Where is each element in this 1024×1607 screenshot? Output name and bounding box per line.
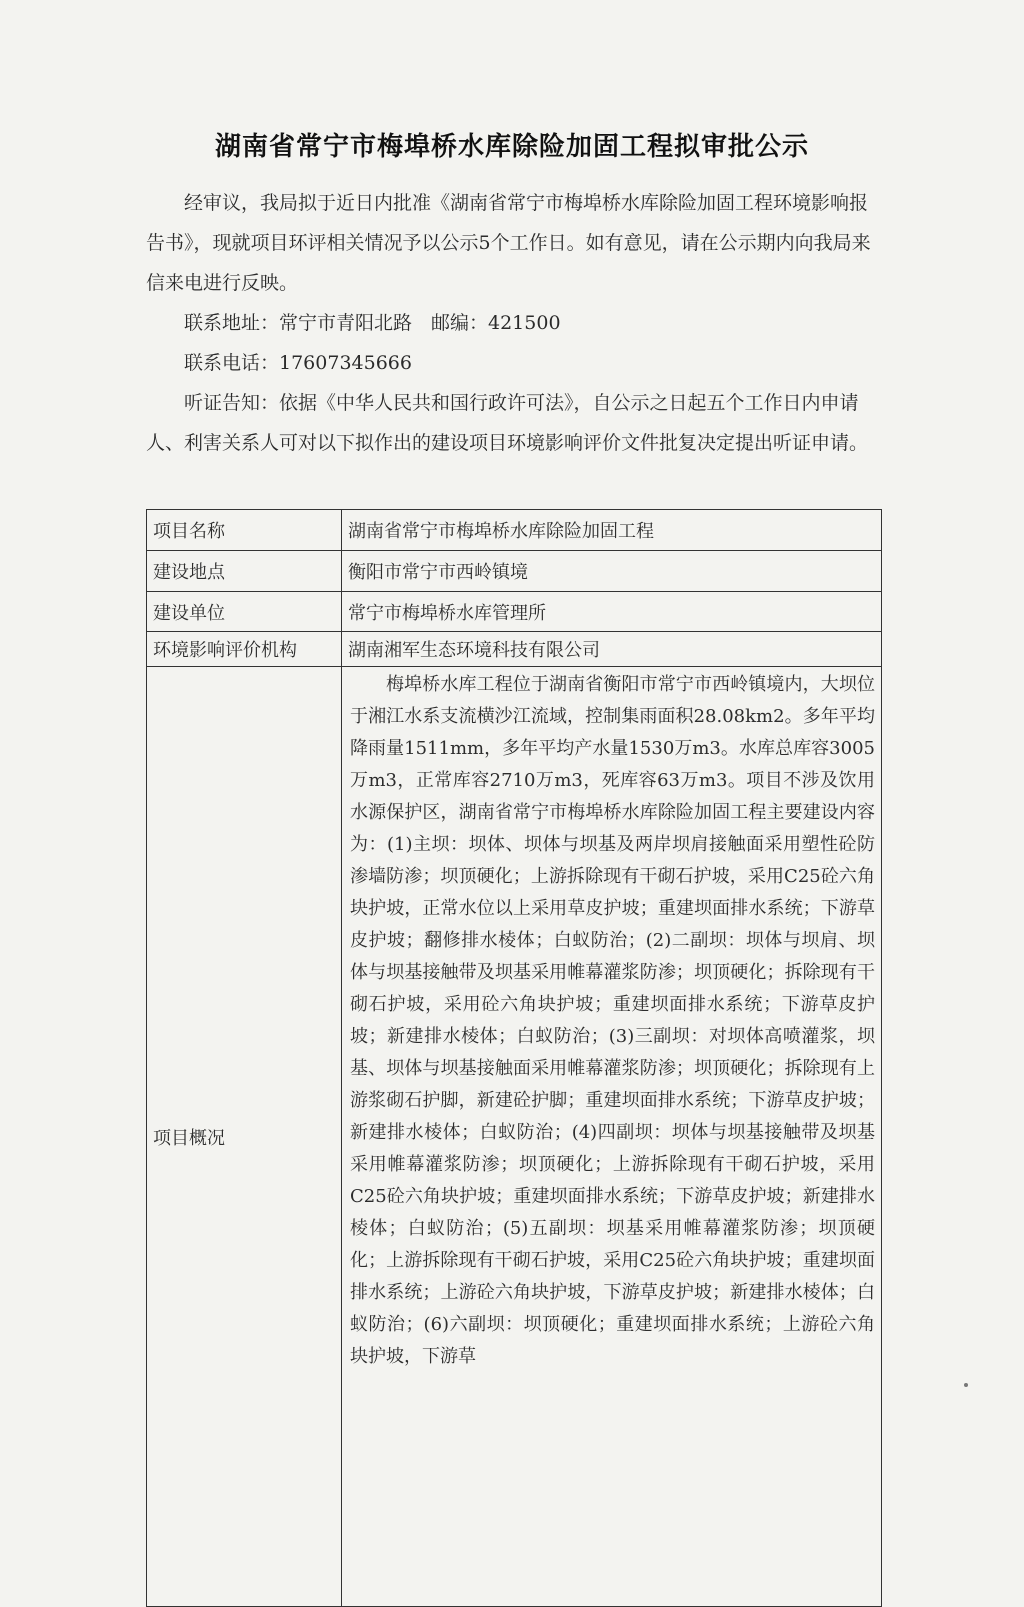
row-value-builder: 常宁市梅埠桥水库管理所 [342,592,882,632]
summary-text: 梅埠桥水库工程位于湖南省衡阳市常宁市西岭镇境内，大坝位于湘江水系支流横沙江流域，控制集雨面积28.08km2。多年平均降雨量1511mm，多年平均产水量1530万m3。水库总库容3005万m3，正常库容2710万m3，死库容63万m3。项目不涉及饮用水源保护区，湖南省常宁市梅埠桥水库除险加固工程主要建设内容为：(1)主坝：坝体、坝体与坝基及两岸坝肩接触面采用塑性砼防渗墙防渗；坝顶硬化；上游拆除现有干砌石护坡，采用C25砼六角块护坡，正常水位以上采用草皮护坡；重建坝面排水系统；下游草皮护坡；翻修排水棱体；白蚁防治；(2)二副坝：坝体与坝肩、坝体与坝基接触带及坝基采用帷幕灌浆防渗；坝顶硬化；拆除现有干砌石护坡，采用砼六角块护坡；重建坝面排水系统；下游草皮护坡；新建排水棱体；白蚁防治；(3)三副坝：对坝体高喷灌浆，坝基、坝体与坝基接触面采用帷幕灌浆防渗；坝顶硬化；拆除现有上游浆砌石护脚，新建砼护脚；重建坝面排水系统；下游草皮护坡；新建排水棱体；白蚁防治；(4)四副坝：坝体与坝基接触带及坝基采用帷幕灌浆防渗；坝顶硬化；上游拆除现有干砌石护坡，采用C25砼六角块护坡；重建坝面排水系统；下游草皮护坡；新建排水棱体；白蚁防治；(5)五副坝：坝基采用帷幕灌浆防渗；坝顶硬化；上游拆除现有干砌石护坡，采用C25砼六角块护坡；重建坝面排水系统；上游砼六角块护坡，下游草皮护坡；新建排水棱体；白蚁防治；(6)六副坝：坝顶硬化；重建坝面排水系统；上游砼六角块护坡，下游草 [350,674,875,1367]
table-row [147,632,882,667]
row-value-eia-agency: 湖南湘军生态环境科技有限公司 [342,632,882,667]
row-label-location: 建设地点 [147,551,342,592]
row-label-eia-agency: 环境影响评价机构 [147,632,342,667]
row-value-location: 衡阳市常宁市西岭镇境 [342,551,882,592]
intro-paragraph: 经审议，我局拟于近日内批准《湖南省常宁市梅埠桥水库除险加固工程环境影响报告书》，现就项目环评相关情况予以公示5个工作日。如有意见，请在公示期内向我局来信来电进行反映。 [146,192,871,294]
row-label-project-name: 项目名称 [147,510,342,551]
row-value-summary [342,667,882,1607]
table-row-summary [147,667,882,1607]
table-row [147,592,882,632]
contact-phone: 联系电话：17607345666 [184,352,412,374]
scan-speck [964,1383,968,1387]
document-title: 湖南省常宁市梅埠桥水库除险加固工程拟审批公示 [214,132,809,162]
contact-address: 联系地址：常宁市青阳北路 邮编：421500 [184,312,561,334]
hearing-notice: 听证告知：依据《中华人民共和国行政许可法》，自公示之日起五个工作日内申请人、利害关系人可对以下拟作出的建设项目环境影响评价文件批复决定提出听证申请。 [146,392,869,454]
table-row [147,551,882,592]
row-label-summary: 项目概况 [147,667,342,1607]
row-label-builder: 建设单位 [147,592,342,632]
table-row [147,510,882,551]
row-value-project-name: 湖南省常宁市梅埠桥水库除险加固工程 [342,510,882,551]
project-info-table [146,509,882,1607]
document-body [146,183,882,463]
